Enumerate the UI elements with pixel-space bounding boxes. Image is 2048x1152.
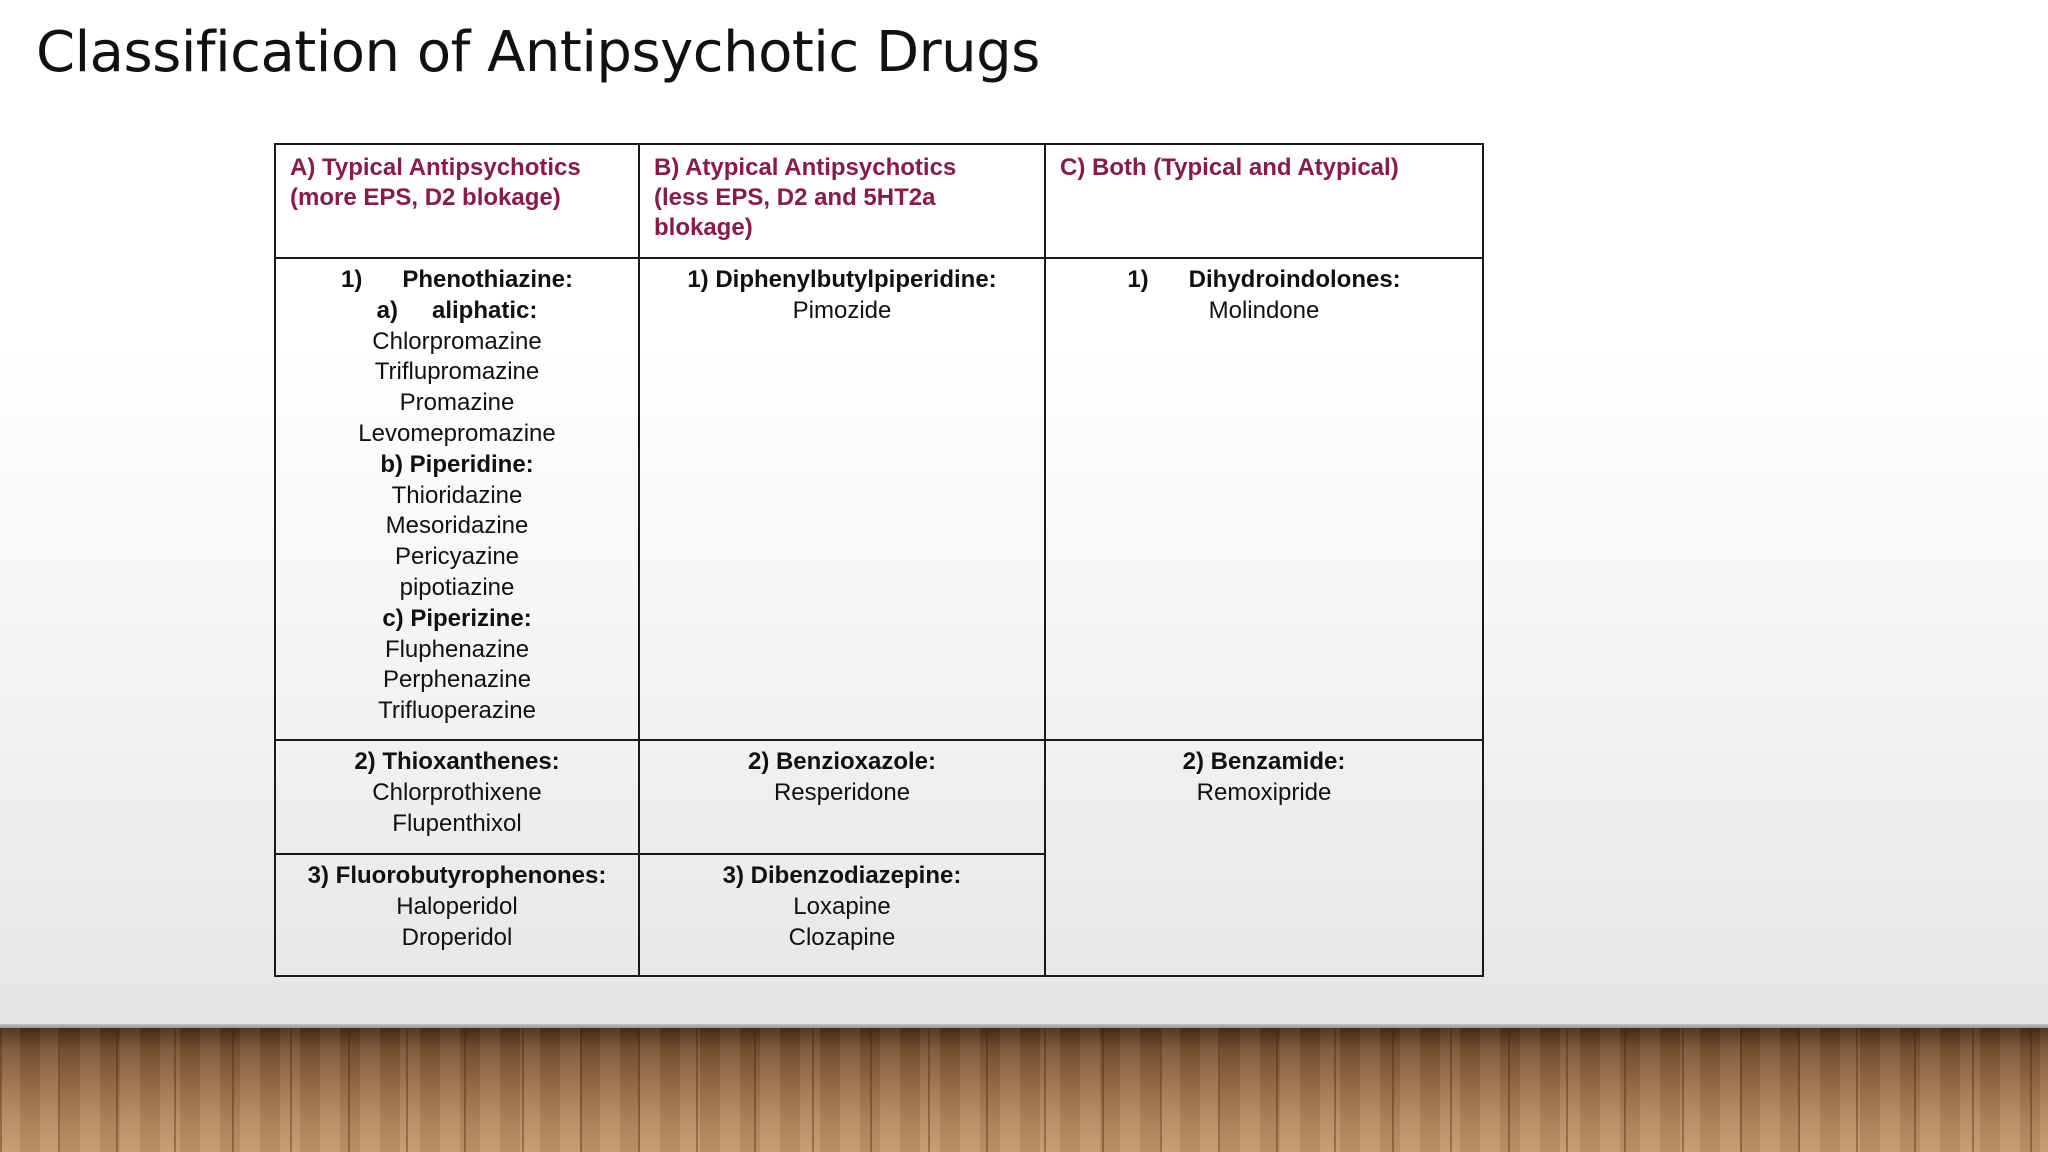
diphenylbutylpiperidine-heading: 1) Diphenylbutylpiperidine: [687,266,997,293]
drug-name: Promazine [399,389,515,417]
drug-name: pipotiazine [399,573,515,601]
cell-benzamide [1045,740,1483,976]
drug-name: Triflupromazine [374,358,540,386]
cell-fluorobutyrophenones [275,854,639,976]
fluorobutyrophenones-heading: 3) Fluorobutyrophenones: [307,862,607,889]
drug-name: Pericyazine [394,543,520,571]
classification-table [274,143,1484,977]
piperizine-heading: c) Piperizine: [382,604,532,632]
slide-title: Classification of Antipsychotic Drugs [36,20,1040,85]
drug-name: Haloperidol [396,892,518,920]
table-row [275,258,1483,740]
benzamide-heading: 2) Benzamide: [1182,748,1346,775]
aliphatic-heading: a) aliphatic: [376,296,538,324]
dihydroindolones-heading: 1) Dihydroindolones: [1127,266,1401,293]
benzioxazole-heading: 2) Benzioxazole: [747,748,937,775]
cell-dibenzodiazepine [639,854,1045,976]
drug-name: Resperidone [773,778,911,806]
drug-name: Perphenazine [382,666,532,694]
wood-floor-decoration [0,1028,2048,1152]
drug-name: Droperidol [401,923,513,951]
header-both-line1: C) Both (Typical and Atypical) [1060,154,1399,181]
thioxanthenes-heading: 2) Thioxanthenes: [354,748,560,775]
cell-benzioxazole [639,740,1045,854]
drug-name: Remoxipride [1196,778,1332,806]
header-typical-line1: A) Typical Antipsychotics [290,154,581,181]
header-both [1045,144,1483,258]
drug-name: Pimozide [792,296,892,324]
drug-name: Molindone [1208,296,1320,324]
drug-name: Fluphenazine [384,635,530,663]
header-typical [275,144,639,258]
header-atypical-line2: (less EPS, D2 and 5HT2a [654,184,936,211]
cell-diphenylbutylpiperidine [639,258,1045,740]
cell-dihydroindolones [1045,258,1483,740]
drug-name: Chlorprothixene [372,778,542,806]
header-row [275,144,1483,258]
piperidine-heading: b) Piperidine: [380,450,534,478]
cell-thioxanthenes [275,740,639,854]
header-atypical-line3: blokage) [654,214,753,241]
drug-name: Flupenthixol [392,809,522,837]
header-atypical [639,144,1045,258]
drug-name: Mesoridazine [385,512,529,540]
cell-phenothiazine [275,258,639,740]
phenothiazine-heading: 1) Phenothiazine: [340,266,573,293]
drug-name: Chlorpromazine [372,327,542,355]
header-typical-line2: (more EPS, D2 blokage) [290,184,561,211]
dibenzodiazepine-heading: 3) Dibenzodiazepine: [722,862,962,889]
table-row [275,740,1483,854]
drug-name: Levomepromazine [358,419,556,447]
header-atypical-line1: B) Atypical Antipsychotics [654,154,957,181]
drug-name: Clozapine [788,923,896,951]
drug-name: Thioridazine [391,481,523,509]
drug-name: Trifluoperazine [378,697,536,725]
drug-name: Loxapine [793,892,891,920]
